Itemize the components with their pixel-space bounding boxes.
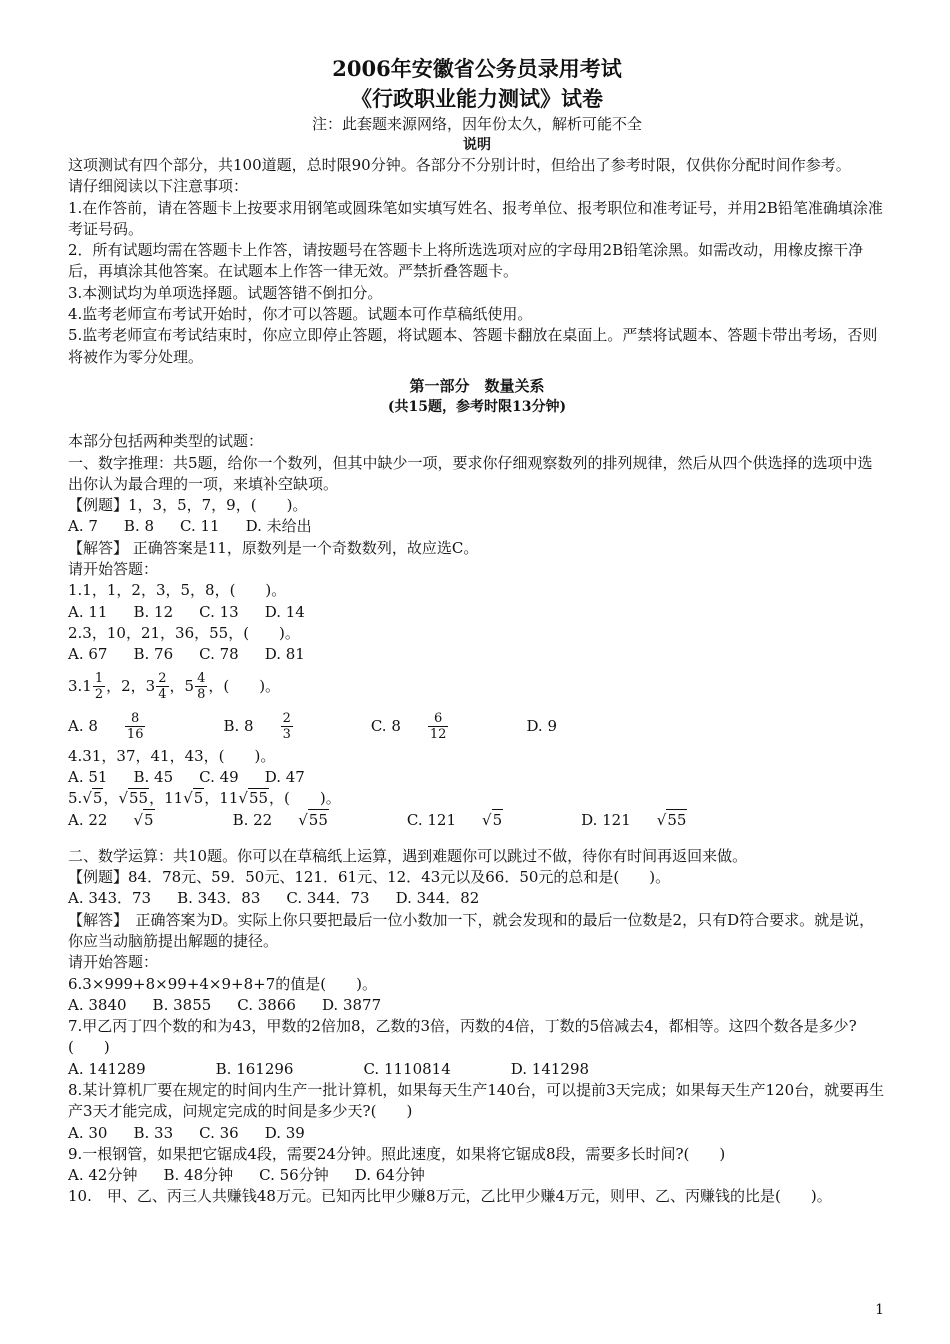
radicand: 5 [143, 809, 155, 831]
notice-item-1: 1.在作答前，请在答题卡上按要求用钢笔或圆珠笔如实填写姓名、报考单位、报考职位和准考证号，并用2B铅笔准确填涂准考证号码。 [68, 198, 883, 238]
option: A. 7 [68, 517, 98, 536]
exam-title: 2006年安徽省公务员录用考试 [332, 56, 622, 81]
option: A. 3840 [68, 995, 127, 1014]
denominator: 2 [94, 687, 104, 703]
question-6: 6.3×999+8×99+4×9+8+7的值是( )。 [68, 974, 377, 993]
option: C. 3866 [237, 995, 296, 1014]
intro-notice: 请仔细阅读以下注意事项： [68, 177, 249, 196]
question-5-options [68, 809, 886, 831]
fraction [195, 671, 207, 702]
type2-description: 二、数学运算：共10题。你可以在草稿纸上运算，遇到难题你可以跳过不做，待你有时间再返回来做。 [68, 846, 748, 865]
option: C. 344．73 [286, 889, 370, 908]
option: C. 1110814 [363, 1059, 451, 1078]
option [407, 809, 555, 831]
sqrt: √5 [82, 789, 103, 808]
option-label: A. 22 [68, 811, 108, 830]
denominator: 8 [197, 687, 206, 703]
option: D. 9 [526, 716, 558, 735]
question-3-options [68, 706, 886, 746]
sqrt: √55 [298, 809, 355, 831]
option: B. 48分钟 [163, 1166, 234, 1185]
option: C. 13 [199, 602, 239, 621]
option: D. 14 [264, 602, 305, 621]
question-8-options [68, 1123, 886, 1144]
option: D. 39 [264, 1123, 305, 1142]
fraction [281, 711, 319, 742]
document-page [68, 54, 886, 1208]
notice-item-4: 4.监考老师宣布考试开始时，你才可以答题。试题本可作草稿纸使用。 [68, 305, 533, 324]
option: D. 47 [264, 767, 305, 786]
option: B. 3855 [152, 995, 212, 1014]
denominator: 3 [282, 727, 291, 743]
q3-tail: ，( )。 [208, 676, 281, 695]
part1-description: 本部分包括两种类型的试题： [68, 432, 264, 451]
example2-options [68, 888, 886, 909]
question-7: 7.甲乙丙丁四个数的和为43，甲数的2倍加8，乙数的3倍，丙数的4倍，丁数的5倍减去4，都相等。这四个数各是多少?( ) [68, 1017, 857, 1057]
explain-heading: 说明 [463, 137, 491, 153]
option: B. 45 [133, 767, 174, 786]
radicand: 55 [308, 809, 329, 831]
question-9: 9.一根钢管，如果把它锯成4段，需要24分钟。照此速度，如果将它锯成8段，需要多长时间?( ) [68, 1144, 726, 1163]
fraction [156, 671, 168, 702]
question-8: 8.某计算机厂要在规定的时间内生产一批计算机，如果每天生产140台，可以提前3天完成；如果每天生产120台，就要再生产3天才能完成，问规定完成的时间是多少天?( ) [68, 1080, 885, 1121]
denominator: 12 [429, 727, 447, 743]
question-2-options [68, 644, 886, 665]
sqrt: √55 [657, 809, 714, 831]
example-options [68, 516, 886, 537]
example2-question: 【例题】84．78元、59．50元、121．61元、12．43元以及66．50元的总和是( )。 [68, 868, 671, 887]
q5-text: ， [103, 789, 119, 808]
q3-prefix: 3.1 [68, 676, 92, 695]
question-4: 4.31，37，41，43，( )。 [68, 746, 276, 765]
option: A. 51 [68, 767, 108, 786]
option: A. 30 [68, 1123, 108, 1142]
option: C. 78 [199, 645, 239, 664]
option: C. 56分钟 [259, 1166, 329, 1185]
example-answer: 【解答】 正确答案是11，原数列是一个奇数数列，故应选C。 [68, 538, 479, 557]
option: B. 76 [133, 645, 174, 664]
option: A. 42分钟 [68, 1166, 138, 1185]
question-3 [68, 666, 886, 706]
option-label: C. 121 [406, 811, 456, 830]
radicand: 55 [129, 789, 149, 808]
numerator: 1 [94, 671, 104, 687]
q5-text: ，11 [149, 789, 184, 808]
numerator: 4 [197, 671, 206, 687]
notice-item-2: 2．所有试题均需在答题卡上作答，请按题号在答题卡上将所选选项对应的字母用2B铅笔涂黑。如需改动，用橡皮擦干净后，再填涂其他答案。在试题本上作答一律无效。严禁折叠答题卡。 [68, 241, 864, 281]
fraction [428, 711, 475, 742]
option [68, 809, 207, 831]
spacer [68, 417, 886, 431]
start-prompt-2: 请开始答题： [68, 953, 159, 972]
option [223, 706, 344, 746]
sqrt: √55 [238, 789, 269, 808]
option-label: B. 8 [223, 716, 254, 735]
question-4-options [68, 767, 886, 788]
numerator: 2 [282, 711, 291, 727]
question-9-options [68, 1165, 886, 1186]
denominator: 16 [126, 727, 144, 743]
question-1-options [68, 602, 886, 623]
q5-text: ，11 [204, 789, 239, 808]
question-1: 1.1，1，2，3，5，8，( )。 [68, 581, 287, 600]
sqrt: √5 [482, 809, 529, 831]
q3-text: ，2，3 [106, 676, 156, 695]
option: A. 11 [68, 602, 108, 621]
q5-tail: ，( )。 [269, 789, 341, 808]
source-note: 注：此套题来源网络，因年份太久，解析可能不全 [311, 115, 642, 133]
option [233, 809, 381, 831]
numerator: 6 [428, 711, 449, 727]
option: B. 33 [133, 1123, 174, 1142]
option [581, 809, 739, 831]
option: B. 161296 [215, 1059, 294, 1078]
option: D. 3877 [321, 995, 382, 1014]
sqrt: √5 [183, 789, 204, 808]
page-number: 1 [875, 1302, 884, 1318]
option-label: B. 22 [232, 811, 273, 830]
example-question: 【例题】1，3，5，7，9，( )。 [68, 496, 308, 515]
fraction [125, 711, 172, 742]
option: B. 343．83 [177, 889, 261, 908]
question-5 [68, 788, 886, 809]
option: A. 343．73 [68, 889, 152, 908]
option: C. 36 [199, 1123, 239, 1142]
question-2: 2.3，10，21，36，55，( )。 [68, 623, 300, 642]
type1-description: 一、数字推理：共5题，给你一个数列，但其中缺少一项，要求你仔细观察数列的排列规律，然后从四个供选择的选项中选出你认为最合理的一项，来填补空缺项。 [68, 453, 873, 493]
option: A. 141289 [68, 1059, 146, 1078]
denominator: 4 [158, 687, 167, 703]
option: D. 64分钟 [354, 1166, 425, 1185]
part1-time-limit: (共15题，参考时限13分钟) [387, 399, 567, 416]
question-7-options [68, 1059, 886, 1080]
numerator: 8 [125, 711, 146, 727]
option: A. 67 [68, 645, 108, 664]
option-label: A. 8 [68, 716, 98, 735]
option: C. 49 [199, 767, 239, 786]
radicand: 5 [492, 809, 504, 831]
numerator: 2 [158, 671, 167, 687]
radicand: 55 [248, 789, 269, 808]
exam-subtitle: 《行政职业能力测试》试卷 [351, 86, 603, 111]
intro-paragraph: 这项测试有四个部分，共100道题，总时限90分钟。各部分不分别计时，但给出了参考时限，仅供你分配时间作参考。 [68, 156, 851, 174]
question-10: 10. 甲、乙、丙三人共赚钱48万元。已知丙比甲少赚8万元，乙比甲少赚4万元，则甲、乙、丙赚钱的比是( )。 [68, 1187, 832, 1206]
option: B. 12 [133, 602, 174, 621]
example2-answer: 【解答】 正确答案为D。实际上你只要把最后一位小数加一下，就会发现和的最后一位数是2，只有D符合要求。就是说，你应当动脑筋提出解题的捷径。 [68, 910, 875, 950]
sqrt: √5 [133, 809, 180, 831]
option-label: C. 8 [370, 716, 401, 735]
q5-prefix: 5. [68, 789, 83, 808]
notice-item-3: 3.本测试均为单项选择题。试题答错不倒扣分。 [68, 283, 383, 302]
option: D. 141298 [510, 1059, 590, 1078]
radicand: 55 [666, 809, 687, 831]
option: D. 81 [264, 645, 305, 664]
option: D. 344．82 [395, 889, 480, 908]
option [371, 706, 501, 746]
option: D. 未给出 [245, 517, 312, 536]
notice-item-5: 5.监考老师宣布考试结束时，你应立即停止答题，将试题本、答题卡翻放在桌面上。严禁将试题本、答题卡带出考场，否则将被作为零分处理。 [68, 326, 878, 366]
start-prompt: 请开始答题： [68, 560, 159, 579]
spacer [68, 832, 886, 846]
question-6-options [68, 995, 886, 1016]
option [68, 706, 197, 746]
option: B. 8 [123, 517, 155, 536]
q3-text: ，5 [169, 676, 195, 695]
radicand: 5 [193, 789, 204, 808]
option-label: D. 121 [581, 811, 631, 830]
option: C. 11 [180, 517, 220, 536]
part1-heading: 第一部分 数量关系 [409, 376, 545, 395]
radicand: 5 [92, 789, 103, 808]
sqrt: √55 [118, 789, 149, 808]
fraction [93, 671, 105, 702]
